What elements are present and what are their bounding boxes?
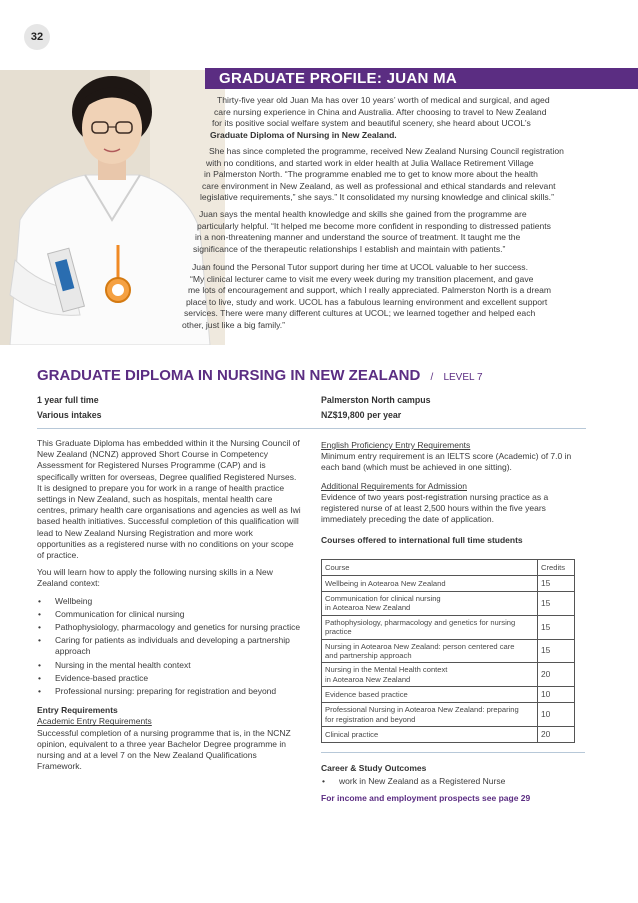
- course-name: [322, 592, 538, 616]
- course-name-line: Pathophysiology, pharmacology and genetics for nursing: [325, 617, 516, 627]
- profile-line: Thirty-five year old Juan Ma has over 10 years’ worth of medical and surgical, and aged: [217, 95, 550, 105]
- programme-meta-left: [37, 393, 102, 423]
- skill-item: • Pathophysiology, pharmacology and genetics for nursing practice: [37, 622, 303, 633]
- course-name-line: and partnership approach: [325, 651, 412, 661]
- income-link[interactable]: For income and employment prospects see page 29: [321, 793, 531, 804]
- course-credits: 15: [538, 592, 575, 616]
- profile-title: GRADUATE PROFILE: JUAN MA: [205, 68, 638, 89]
- career-heading: Career & Study Outcomes: [321, 763, 427, 773]
- profile-line: for its positive social welfare system and beautiful scenery, she heard about UCOL’s: [212, 118, 531, 128]
- table-header-course: Course: [322, 560, 538, 576]
- course-name-line: Nursing in Aotearoa New Zealand: person centered care: [325, 641, 515, 651]
- programme-duration: 1 year full time: [37, 395, 99, 405]
- academic-text: Successful completion of a nursing programme that is, in the NCNZ opinion, equivalent to a three year Bachelor Degree programme in nursing and at a level 7 on the New Zealand Qualifications Framework.: [37, 727, 291, 772]
- table-header-row: [322, 560, 575, 576]
- profile-line: place to live, study and work. UCOL has a fabulous learning environment and excellent support: [186, 296, 548, 307]
- skill-item: • Caring for patients as individuals and developing a partnership approach: [37, 635, 303, 657]
- profile-line: me lots of encouragement and support, which I really appreciated. Palmerston North is a dream: [188, 285, 552, 295]
- course-name-line: Wellbeing in Aotearoa New Zealand: [325, 578, 446, 588]
- course-name: [322, 639, 538, 663]
- table-row: [322, 592, 575, 616]
- additional-heading: Additional Requirements for Admission: [321, 480, 467, 491]
- course-credits: 20: [538, 727, 575, 743]
- programme-meta-right: [321, 393, 431, 423]
- profile-line: “My clinical lecturer came to visit me every week during my transition placement, and gave: [190, 273, 534, 284]
- programme-campus: Palmerston North campus: [321, 395, 431, 405]
- skill-item: • Professional nursing: preparing for registration and beyond: [37, 686, 303, 697]
- course-credits: 15: [538, 576, 575, 592]
- course-name: [322, 663, 538, 687]
- programme-name-bold: Graduate Diploma of Nursing in New Zealand.: [210, 129, 397, 140]
- career-section: [321, 763, 586, 805]
- right-column: [321, 440, 586, 547]
- profile-line: particularly helpful. “It helped me become more confident in responding to distressed patients: [197, 220, 551, 231]
- title-separator: /: [430, 372, 434, 383]
- divider: [321, 752, 585, 753]
- course-name-line: Professional Nursing in Aotearoa New Zealand: preparing: [325, 705, 519, 715]
- course-name: [322, 687, 538, 703]
- english-heading: English Proficiency Entry Requirements: [321, 440, 471, 450]
- table-row: [322, 663, 575, 687]
- programme-level: LEVEL 7: [443, 372, 483, 383]
- table-header-credits: Credits: [538, 560, 575, 576]
- skills-intro: You will learn how to apply the following nursing skills in a New Zealand context:: [37, 567, 273, 589]
- page-number: 32: [24, 24, 50, 50]
- profile-line: other, just like a big family.”: [182, 319, 286, 330]
- course-name: [322, 703, 538, 727]
- profile-line: Juan says the mental health knowledge and skills she gained from the programme are: [199, 209, 527, 219]
- profile-line: Juan found the Personal Tutor support during her time at UCOL valuable to her success.: [192, 262, 528, 272]
- course-credits: 15: [538, 639, 575, 663]
- career-item: • work in New Zealand as a Registered Nurse: [321, 776, 586, 787]
- table-row: [322, 727, 575, 743]
- table-row: [322, 615, 575, 639]
- programme-title: [37, 367, 483, 384]
- course-name: [322, 576, 538, 592]
- course-name-line: in Aotearoa New Zealand: [325, 674, 411, 684]
- table-row: [322, 639, 575, 663]
- profile-line: legislative requirements,” she says.” It consolidated my nursing knowledge and clinical skills.”: [200, 192, 554, 202]
- academic-heading: Academic Entry Requirements: [37, 716, 152, 727]
- profile-line: significance of the therapeutic relationships I establish and maintain with patients.”: [193, 243, 506, 254]
- programme-title-text: GRADUATE DIPLOMA IN NURSING IN NEW ZEALAND: [37, 367, 421, 384]
- courses-heading: Courses offered to international full time students: [321, 535, 523, 546]
- table-row: [322, 687, 575, 703]
- course-name-line: Nursing in the Mental Health context: [325, 665, 448, 675]
- skill-item: • Wellbeing: [37, 596, 303, 607]
- course-credits: 10: [538, 703, 575, 727]
- table-row: [322, 703, 575, 727]
- divider: [37, 428, 586, 429]
- programme-fee: NZ$19,800 per year: [321, 410, 402, 420]
- profile-line: She has since completed the programme, received New Zealand Nursing Council registration: [209, 146, 564, 156]
- course-name: [322, 615, 538, 639]
- profile-line: services. There were many different cultures at UCOL; we learned together and helped each: [184, 308, 536, 318]
- skill-item: • Communication for clinical nursing: [37, 609, 303, 620]
- profile-line: in Palmerston North. “The programme enabled me to get to know more about the health: [204, 169, 538, 179]
- course-name-line: practice: [325, 627, 352, 637]
- english-text: Minimum entry requirement is an IELTS score (Academic) of 7.0 in each band (which must be achieved in one sitting).: [321, 451, 572, 473]
- course-credits: 10: [538, 687, 575, 703]
- profile-line: [210, 130, 397, 141]
- entry-heading: Entry Requirements: [37, 705, 118, 716]
- profile-line: with no conditions, and started work in elder health at Julia Wallace Retirement Village: [206, 157, 534, 168]
- left-column: [37, 438, 303, 772]
- course-name-line: in Aotearoa New Zealand: [325, 603, 411, 613]
- career-list: [321, 776, 586, 787]
- course-name: [322, 727, 538, 743]
- profile-line: care environment in New Zealand, as well as professional and ethical standards and relevant: [202, 180, 556, 191]
- course-credits: 20: [538, 663, 575, 687]
- course-name-line: Evidence based practice: [325, 690, 408, 700]
- skill-item: • Nursing in the mental health context: [37, 660, 303, 671]
- course-name-line: Clinical practice: [325, 729, 379, 739]
- additional-text: Evidence of two years post-registration nursing practice as a registered nurse of at least 2,500 hours within the five years immediately preceding the date of application.: [321, 491, 549, 525]
- programme-intakes: Various intakes: [37, 410, 102, 420]
- profile-line: in a non-threatening manner and understand the source of treatment. It taught me the: [195, 232, 521, 242]
- table-row: [322, 576, 575, 592]
- programme-intro: This Graduate Diploma has embedded within it the Nursing Council of New Zealand (NCNZ) approved Short Course in Competency Assessment for Registered Nurses Programme (CAP) and is specifically written for overseas, Degree qualified Registered Nurses. It is designed to prepare you for work in a range of health practice settings in New Zealand, such as hospitals, mental health care centres, primary health care organisations and agencies as well as Iwi based health initiatives. Successful completion of this qualification will lead to New Zealand Nursing Registration and more work opportunities as a registered nurse with no conditions on your scope of practice.: [37, 438, 301, 561]
- skills-list: [37, 596, 303, 698]
- course-credits: 15: [538, 615, 575, 639]
- course-name-line: for registration and beyond: [325, 714, 416, 724]
- profile-line: care nursing experience in China and Australia. After choosing to travel to New Zealand: [214, 106, 547, 117]
- skill-item: • Evidence-based practice: [37, 673, 303, 684]
- courses-table: [321, 559, 575, 743]
- course-name-line: Communication for clinical nursing: [325, 594, 441, 603]
